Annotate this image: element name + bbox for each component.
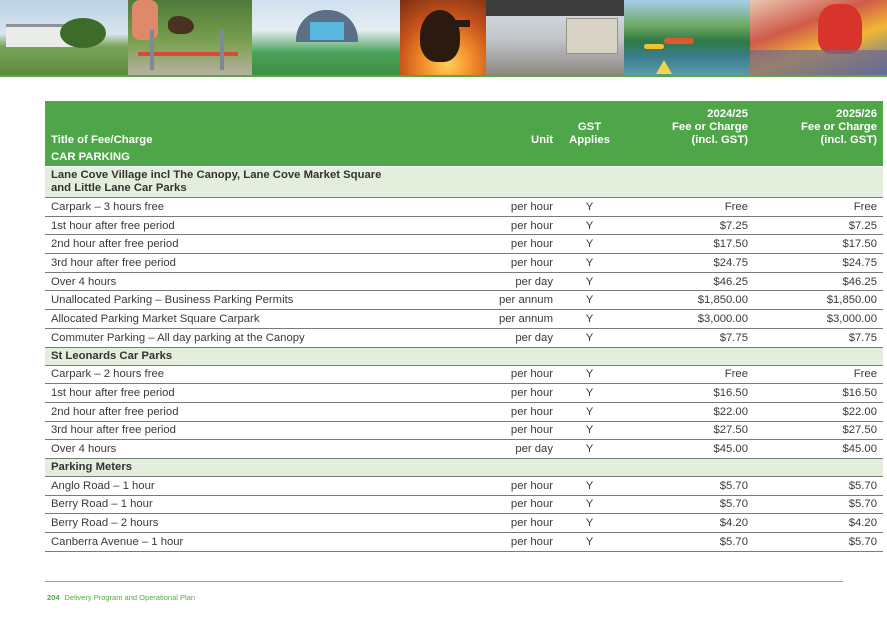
unit-cell: per hour [435, 495, 559, 514]
fee-table [45, 101, 883, 552]
section-row [45, 347, 883, 365]
section-title-line: St Leonards Car Parks [51, 349, 173, 362]
table-row [45, 533, 883, 552]
section-title-line: Lane Cove Village incl The Canopy, Lane Cove Market Square [51, 169, 382, 181]
gst-cell: Y [559, 421, 620, 440]
fee-2025-26-cell: $46.25 [754, 272, 883, 291]
banner-divider [0, 75, 887, 77]
section-title [45, 167, 883, 198]
fee-2024-25-cell: $5.70 [620, 533, 754, 552]
gst-cell: Y [559, 440, 620, 459]
fee-title-cell: Allocated Parking Market Square Carpark [45, 310, 435, 329]
kayaking-photo [624, 0, 750, 75]
section-title-line: Parking Meters [51, 460, 132, 473]
section-title [45, 347, 883, 365]
fee-2024-25-cell: Free [620, 198, 754, 217]
table-row [45, 254, 883, 273]
outdoor-event-photo [252, 0, 400, 75]
table-row [45, 514, 883, 533]
fee-title-cell: Anglo Road – 1 hour [45, 476, 435, 495]
fee-2024-25-cell: $7.25 [620, 216, 754, 235]
unit-cell: per annum [435, 310, 559, 329]
gst-cell: Y [559, 198, 620, 217]
fee-2025-26-cell: $24.75 [754, 254, 883, 273]
fee-2025-26-cell: $4.20 [754, 514, 883, 533]
section-row [45, 167, 883, 198]
unit-cell: per hour [435, 421, 559, 440]
kookaburra-photo [400, 0, 486, 75]
unit-cell: per day [435, 440, 559, 459]
category-label: CAR PARKING [45, 148, 883, 167]
category-row [45, 148, 883, 167]
fee-2024-25-cell: $16.50 [620, 384, 754, 403]
table-row [45, 216, 883, 235]
fee-title-cell: Canberra Avenue – 1 hour [45, 533, 435, 552]
fee-title-cell: Over 4 hours [45, 440, 435, 459]
unit-cell: per hour [435, 216, 559, 235]
header-fee-2025-26: 2025/26 Fee or Charge (incl. GST) [754, 101, 883, 148]
gst-cell: Y [559, 514, 620, 533]
gst-cell: Y [559, 365, 620, 384]
gst-cell: Y [559, 216, 620, 235]
table-row [45, 198, 883, 217]
gst-cell: Y [559, 533, 620, 552]
fee-2024-25-cell: $24.75 [620, 254, 754, 273]
gst-cell: Y [559, 402, 620, 421]
header-unit: Unit [435, 101, 559, 148]
fee-2025-26-cell: $7.25 [754, 216, 883, 235]
fee-2025-26-cell: $7.75 [754, 328, 883, 347]
table-row [45, 402, 883, 421]
fee-2024-25-cell: $17.50 [620, 235, 754, 254]
header-title: Title of Fee/Charge [45, 101, 435, 148]
fee-2025-26-cell: Free [754, 365, 883, 384]
fee-title-cell: Berry Road – 1 hour [45, 495, 435, 514]
table-row [45, 384, 883, 403]
fee-title-cell: 3rd hour after free period [45, 254, 435, 273]
gst-cell: Y [559, 495, 620, 514]
unit-cell: per day [435, 328, 559, 347]
table-row [45, 291, 883, 310]
table-row [45, 272, 883, 291]
unit-cell: per annum [435, 291, 559, 310]
table-row [45, 440, 883, 459]
unit-cell: per hour [435, 235, 559, 254]
fee-2024-25-cell: $22.00 [620, 402, 754, 421]
gst-cell: Y [559, 272, 620, 291]
fee-title-cell: 1st hour after free period [45, 216, 435, 235]
section-row [45, 458, 883, 476]
fee-2024-25-cell: $45.00 [620, 440, 754, 459]
festival-photo [750, 0, 887, 75]
fee-title-cell: 1st hour after free period [45, 384, 435, 403]
fee-title-cell: Unallocated Parking – Business Parking Permits [45, 291, 435, 310]
fee-2025-26-cell: $16.50 [754, 384, 883, 403]
dog-agility-photo [128, 0, 252, 75]
fee-title-cell: Carpark – 3 hours free [45, 198, 435, 217]
header-fee-2024-25: 2024/25 Fee or Charge (incl. GST) [620, 101, 754, 148]
section-title [45, 458, 883, 476]
header-gst: GST Applies [559, 101, 620, 148]
fee-2025-26-cell: $1,850.00 [754, 291, 883, 310]
gst-cell: Y [559, 235, 620, 254]
fee-2025-26-cell: $5.70 [754, 533, 883, 552]
fee-2025-26-cell: $5.70 [754, 495, 883, 514]
table-row [45, 310, 883, 329]
unit-cell: per hour [435, 402, 559, 421]
page-number: 204 [47, 593, 60, 602]
gst-cell: Y [559, 384, 620, 403]
unit-cell: per hour [435, 514, 559, 533]
fee-2024-25-cell: Free [620, 365, 754, 384]
fee-2024-25-cell: $27.50 [620, 421, 754, 440]
document-title: Delivery Program and Operational Plan [64, 593, 195, 602]
fee-title-cell: 2nd hour after free period [45, 402, 435, 421]
street-photo [486, 0, 624, 75]
fee-title-cell: Over 4 hours [45, 272, 435, 291]
fee-title-cell: 2nd hour after free period [45, 235, 435, 254]
table-row [45, 476, 883, 495]
fee-title-cell: Commuter Parking – All day parking at the Canopy [45, 328, 435, 347]
unit-cell: per hour [435, 476, 559, 495]
table-row [45, 421, 883, 440]
photo-banner [0, 0, 887, 75]
gst-cell: Y [559, 476, 620, 495]
table-row [45, 495, 883, 514]
fee-title-cell: Carpark – 2 hours free [45, 365, 435, 384]
fee-2025-26-cell: $3,000.00 [754, 310, 883, 329]
section-title-line: and Little Lane Car Parks [51, 182, 187, 194]
table-row [45, 328, 883, 347]
fee-title-cell: Berry Road – 2 hours [45, 514, 435, 533]
table-header-row [45, 101, 883, 148]
fee-2024-25-cell: $4.20 [620, 514, 754, 533]
fee-2025-26-cell: $5.70 [754, 476, 883, 495]
table-row [45, 365, 883, 384]
page-footer [47, 593, 195, 602]
fee-2024-25-cell: $5.70 [620, 495, 754, 514]
unit-cell: per hour [435, 365, 559, 384]
fee-2025-26-cell: Free [754, 198, 883, 217]
fee-2025-26-cell: $45.00 [754, 440, 883, 459]
fee-2025-26-cell: $27.50 [754, 421, 883, 440]
park-pavilion-photo [0, 0, 128, 75]
fee-2024-25-cell: $46.25 [620, 272, 754, 291]
unit-cell: per hour [435, 533, 559, 552]
table-row [45, 235, 883, 254]
gst-cell: Y [559, 310, 620, 329]
fee-2025-26-cell: $22.00 [754, 402, 883, 421]
footer-rule [45, 581, 843, 582]
fee-2024-25-cell: $5.70 [620, 476, 754, 495]
fee-2025-26-cell: $17.50 [754, 235, 883, 254]
fee-title-cell: 3rd hour after free period [45, 421, 435, 440]
unit-cell: per hour [435, 384, 559, 403]
unit-cell: per day [435, 272, 559, 291]
gst-cell: Y [559, 291, 620, 310]
unit-cell: per hour [435, 254, 559, 273]
fee-2024-25-cell: $1,850.00 [620, 291, 754, 310]
gst-cell: Y [559, 328, 620, 347]
fee-2024-25-cell: $3,000.00 [620, 310, 754, 329]
gst-cell: Y [559, 254, 620, 273]
fee-2024-25-cell: $7.75 [620, 328, 754, 347]
unit-cell: per hour [435, 198, 559, 217]
